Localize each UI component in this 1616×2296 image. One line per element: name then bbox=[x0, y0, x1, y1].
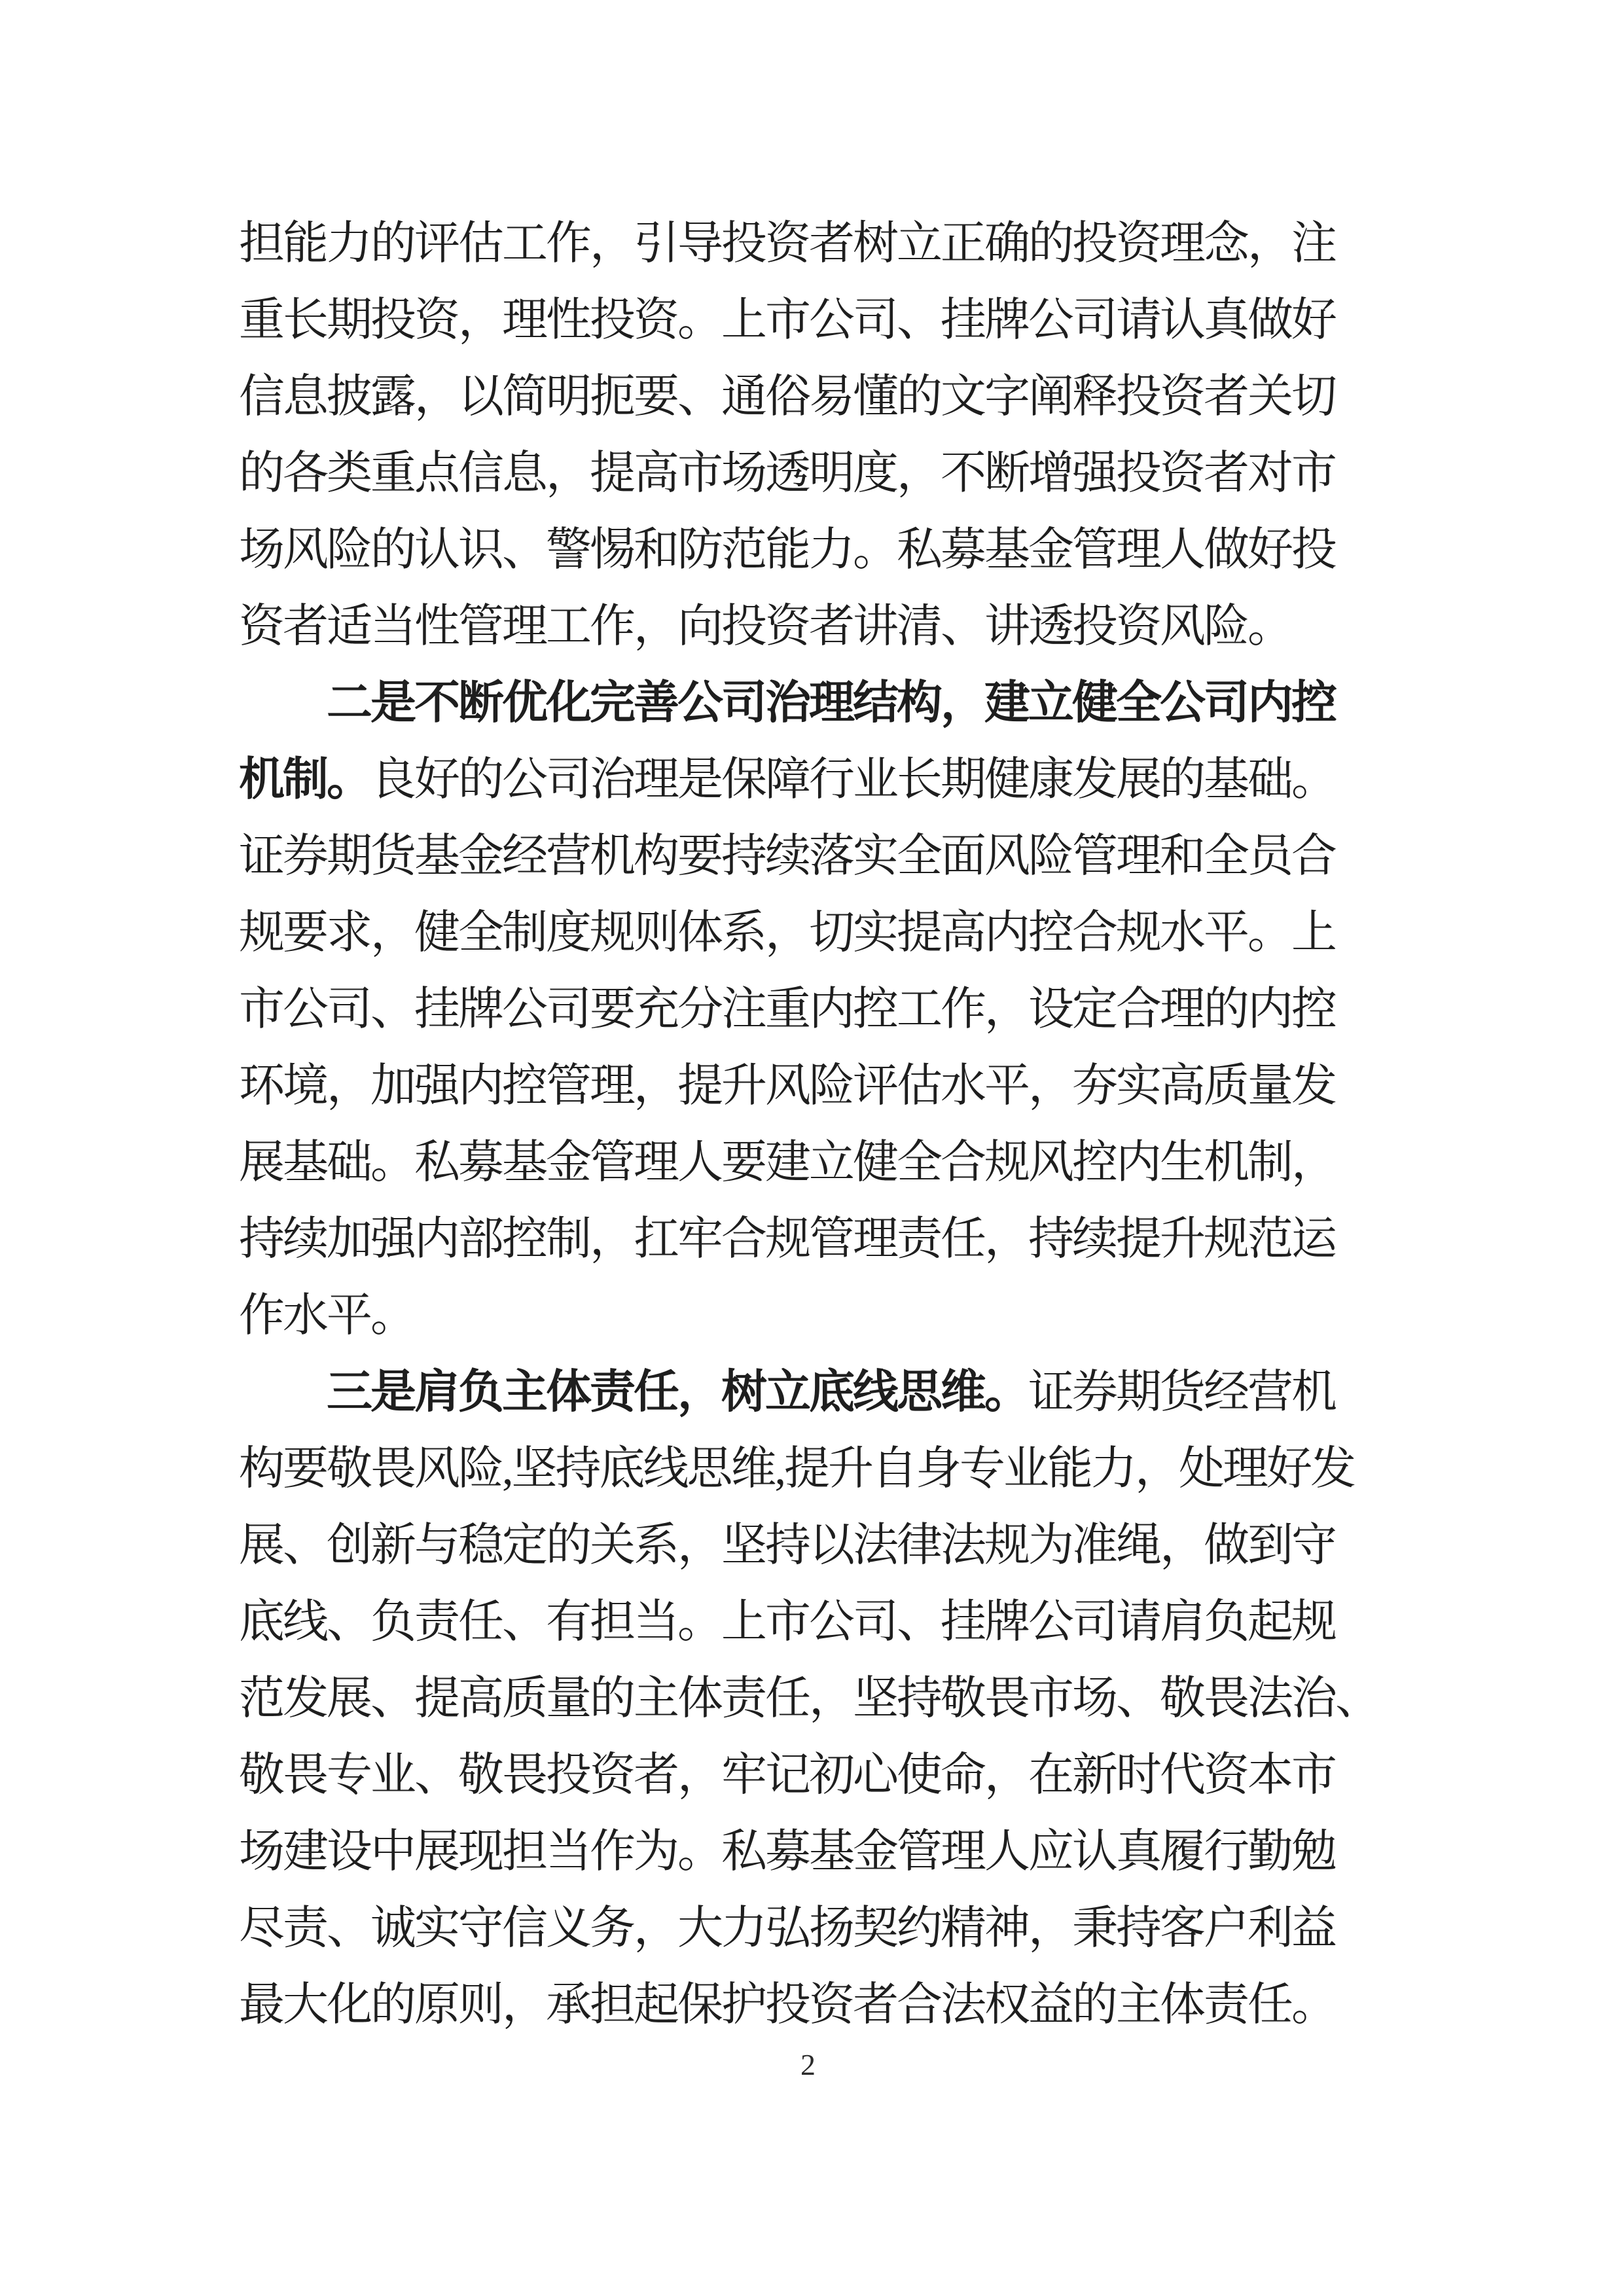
text-line bbox=[239, 818, 1338, 895]
text-line bbox=[239, 1814, 1338, 1890]
text-segment: 持续加强内部控制，扛牢合规管理责任，持续提升规范运 bbox=[239, 1214, 1335, 1265]
paragraph bbox=[239, 1354, 1379, 2043]
text-segment: 构要敬畏风险,坚持底线思维,提升自身专业能力，处理好发 bbox=[239, 1444, 1354, 1494]
text-line bbox=[239, 512, 1338, 588]
text-line bbox=[239, 1354, 1338, 1431]
text-line bbox=[239, 1890, 1338, 1967]
text-line bbox=[239, 895, 1338, 971]
text-segment: 尽责、诚实守信义务，大力弘扬契约精神，秉持客户利益 bbox=[239, 1903, 1335, 1954]
text-segment: 最大化的原则，承担起保护投资者合法权益的主体责任。 bbox=[239, 1980, 1335, 2030]
text-line bbox=[239, 1660, 1379, 1737]
text-line bbox=[239, 588, 1338, 665]
text-line bbox=[239, 359, 1338, 435]
text-segment: 信息披露，以简明扼要、通俗易懂的文字阐释投资者关切 bbox=[239, 372, 1335, 422]
text-segment: 重长期投资，理性投资。上市公司、挂牌公司请认真做好 bbox=[239, 295, 1335, 346]
text-segment: 证券期货经营机 bbox=[1028, 1367, 1335, 1418]
text-segment: 担能力的评估工作，引导投资者树立正确的投资理念，注 bbox=[239, 219, 1335, 269]
text-line bbox=[239, 1584, 1338, 1660]
heading-segment: 二是不断优化完善公司治理结构，建立健全公司内控 bbox=[327, 678, 1335, 728]
text-segment: 敬畏专业、敬畏投资者，牢记初心使命，在新时代资本市 bbox=[239, 1750, 1335, 1801]
paragraph bbox=[239, 206, 1338, 665]
text-line bbox=[239, 1201, 1338, 1278]
text-segment: 作水平。 bbox=[239, 1291, 414, 1341]
text-segment: 场建设中展现担当作为。私募基金管理人应认真履行勤勉 bbox=[239, 1827, 1335, 1877]
text-line bbox=[239, 1737, 1338, 1814]
text-line bbox=[239, 1048, 1338, 1124]
text-line bbox=[239, 282, 1338, 359]
page-number: 2 bbox=[800, 2048, 816, 2081]
text-line bbox=[239, 742, 1338, 818]
text-segment: 市公司、挂牌公司要充分注重内控工作，设定合理的内控 bbox=[239, 984, 1335, 1035]
text-line bbox=[239, 1278, 1338, 1354]
text-line bbox=[239, 1507, 1338, 1584]
text-line bbox=[239, 435, 1338, 512]
text-segment: 资者适当性管理工作，向投资者讲清、讲透投资风险。 bbox=[239, 601, 1291, 652]
text-segment: 证券期货基金经营机构要持续落实全面风险管理和全员合 bbox=[239, 831, 1335, 882]
text-line bbox=[239, 1431, 1354, 1507]
heading-segment: 机制。 bbox=[239, 755, 370, 805]
text-segment: 规要求，健全制度规则体系，切实提高内控合规水平。上 bbox=[239, 908, 1335, 958]
text-line bbox=[239, 1124, 1338, 1201]
text-segment: 的各类重点信息，提高市场透明度，不断增强投资者对市 bbox=[239, 448, 1335, 499]
text-line bbox=[239, 1967, 1338, 2043]
text-segment: 范发展、提高质量的主体责任，坚持敬畏市场、敬畏法治、 bbox=[239, 1674, 1379, 1724]
text-line bbox=[239, 971, 1338, 1048]
text-line bbox=[239, 206, 1338, 282]
text-segment: 场风险的认识、警惕和防范能力。私募基金管理人做好投 bbox=[239, 525, 1335, 575]
heading-segment: 三是肩负主体责任，树立底线思维。 bbox=[327, 1367, 1028, 1418]
text-segment: 良好的公司治理是保障行业长期健康发展的基础。 bbox=[370, 755, 1335, 805]
text-segment: 底线、负责任、有担当。上市公司、挂牌公司请肩负起规 bbox=[239, 1597, 1335, 1647]
text-segment: 展、创新与稳定的关系，坚持以法律法规为准绳，做到守 bbox=[239, 1520, 1335, 1571]
text-line bbox=[239, 665, 1338, 742]
paragraph bbox=[239, 665, 1338, 1354]
document-body bbox=[239, 206, 1379, 2043]
text-segment: 环境，加强内控管理，提升风险评估水平，夯实高质量发 bbox=[239, 1061, 1335, 1111]
text-segment: 展基础。私募基金管理人要建立健全合规风控内生机制， bbox=[239, 1138, 1335, 1188]
